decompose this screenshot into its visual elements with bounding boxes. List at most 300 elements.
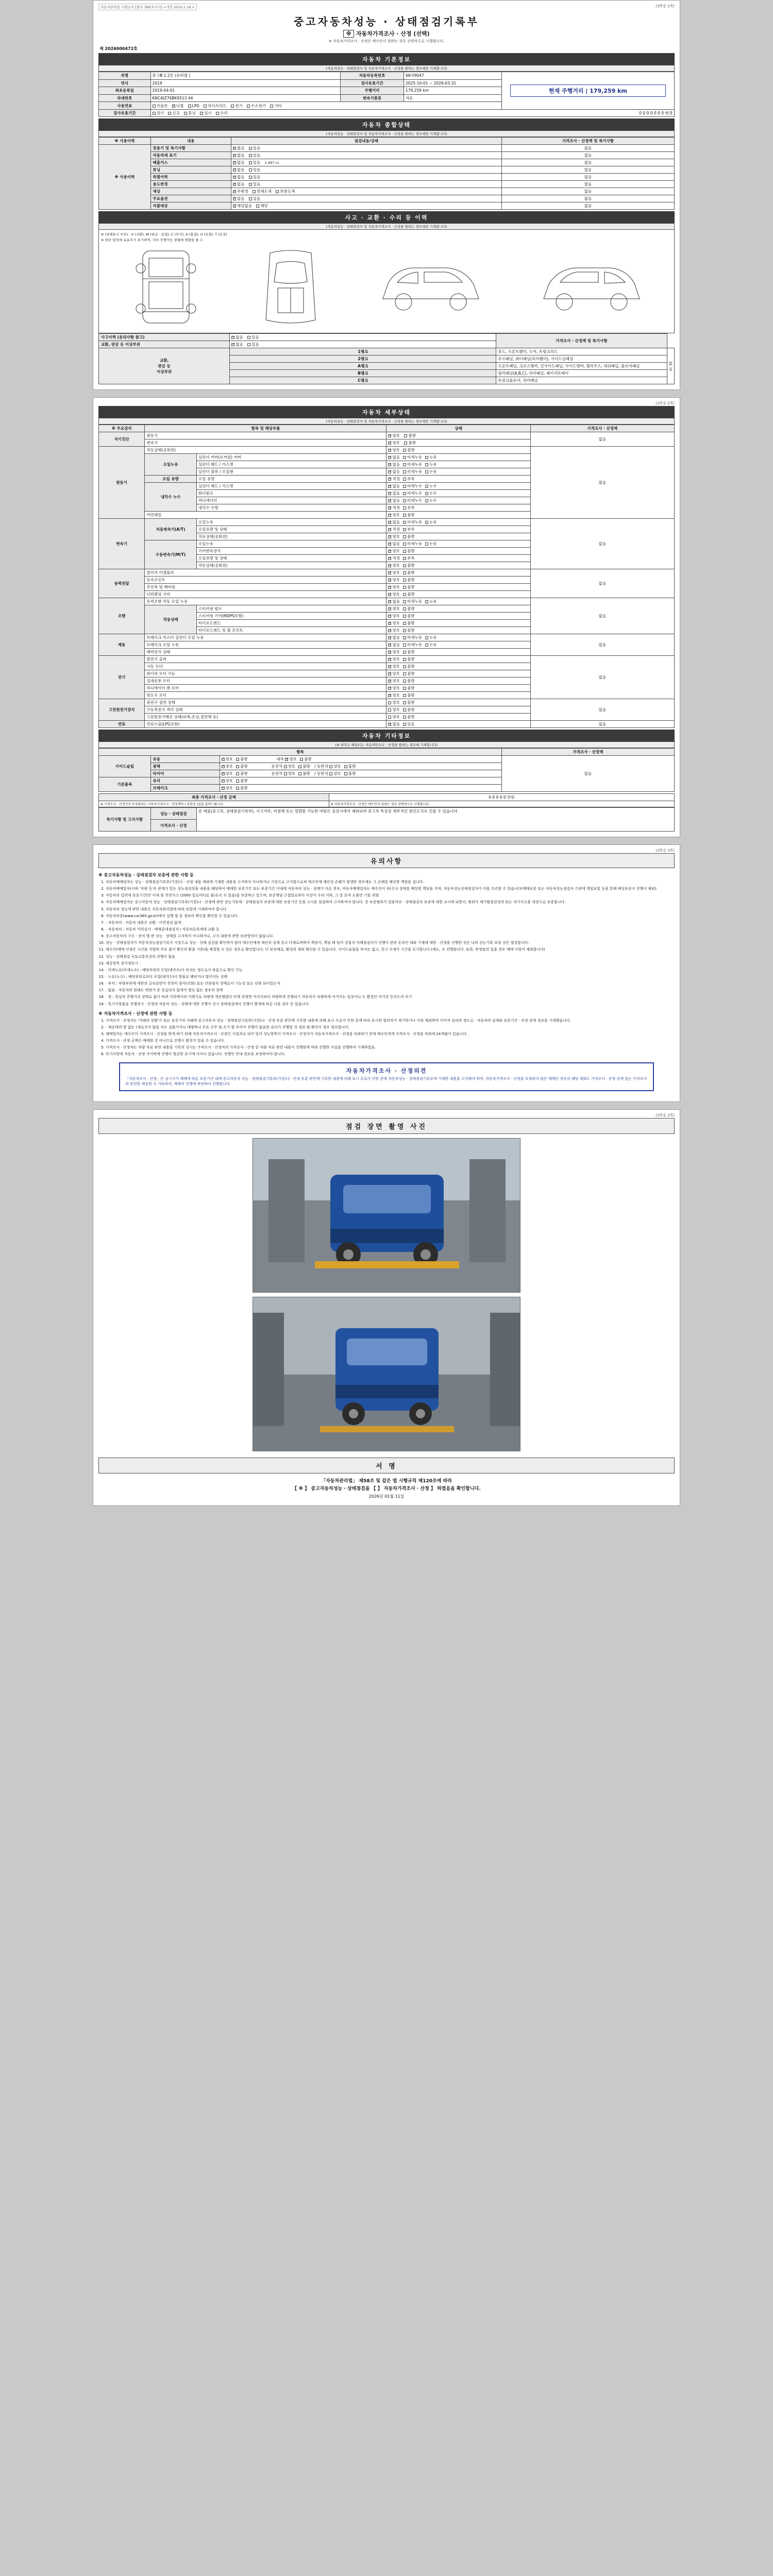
price-note-right: ※ 자동차가격조사 · 산정은 매수인이 원하는 경우 선택적으로 시행합니다. xyxy=(329,801,674,807)
row-opts-1[interactable] xyxy=(231,152,501,159)
status-2-6[interactable] xyxy=(386,562,530,569)
st-bad[interactable]: 불량 xyxy=(403,606,415,612)
st-good[interactable]: ✓ 양호 xyxy=(388,591,400,597)
opt-color-1[interactable]: 전체도색 xyxy=(253,189,272,194)
list-item: 15. · 누유(누수) : 해당부위로부터 오일(냉각수)이 방울로 맺히거나 떨어지는 상태 xyxy=(106,974,675,979)
opt-none-0[interactable]: ✓ 없음 xyxy=(233,145,245,151)
status-2-3[interactable] xyxy=(386,540,530,548)
insp-opt-4[interactable]: 임시 xyxy=(200,110,212,116)
status-8-0[interactable] xyxy=(386,721,530,728)
st-micro[interactable]: 미세누유 xyxy=(403,519,422,525)
st-leak[interactable]: 누수 xyxy=(425,483,437,489)
st-good[interactable]: ✓ 양호 xyxy=(388,570,400,575)
table-row xyxy=(99,188,675,195)
item-5-0: 브레이크 마스터 실린더 오일 누유 xyxy=(145,634,386,641)
st-good[interactable]: ✓ 양호 xyxy=(388,584,400,590)
st-bad[interactable]: 불량 xyxy=(236,785,248,791)
label-insp-valid: 검사유효기간 xyxy=(341,79,404,87)
row-opts-6[interactable] xyxy=(231,188,501,195)
status-6-5[interactable] xyxy=(386,692,530,699)
st-none[interactable]: ✓ 없음 xyxy=(388,519,400,525)
group-self-diagnosis: 자기진단 xyxy=(99,432,145,447)
st-low[interactable]: 부족 xyxy=(403,555,415,561)
page-4 xyxy=(93,1109,680,1506)
list-item: 3. 자동차의 입력에 보증기간(단 이내 및 천연가스 (2000 킬로미터로 물/유속 수 있음)을 보증하고 있으며, 보증책임 근접일로부터 이상이 수리 이하, 그 중 본적 도움만 기를 위함 xyxy=(106,893,675,898)
row-right-8: 없음 xyxy=(501,202,674,210)
st-bad[interactable]: 불량 xyxy=(403,548,415,554)
st-bad[interactable]: 불량 xyxy=(403,570,415,575)
st-leak[interactable]: 누수 xyxy=(425,490,437,496)
table-row xyxy=(99,432,675,439)
st-good[interactable]: ✓ 양호 xyxy=(388,512,400,518)
list-item: 1. 자동차매매업자는 성능 · 상태점검기록부(거짓)나 · 산정 내용 제외에 기재한 내용을 고지하지 아니하거나 거짓으로 고지함으로써 매수인에 재산상 손해가 발생한 경우에는 그 손해를 배상할 책임을 집니다. xyxy=(106,879,675,885)
st-micro[interactable]: 미세누수 xyxy=(403,490,422,496)
insp-opt-2[interactable]: 신규 xyxy=(168,110,180,116)
fuel-option-hybrid[interactable]: 하이브리드 xyxy=(204,103,226,109)
label-transmission: 변속기종류 xyxy=(341,94,404,102)
list-item: 8. · 자동차의 : 자동차 이력검사 · 매매중대점검자 / 자동차등록에대 교환 등 xyxy=(106,927,675,932)
status-1-2[interactable] xyxy=(386,461,530,468)
fuel-option-etc[interactable]: 기타 xyxy=(270,103,282,109)
part-parts-1: 루프패널, 쿼터패널(리어휀더), 사이드실패널 xyxy=(496,355,667,363)
opt-color-0[interactable]: ✓ 무변경 xyxy=(233,189,248,194)
opt-none-8[interactable]: ✓ 해당없음 xyxy=(233,203,252,209)
st-leak[interactable]: 누수 xyxy=(425,498,437,503)
table-row xyxy=(99,794,675,801)
opt-yes-1[interactable]: 있음 xyxy=(249,152,261,158)
status-4-2[interactable] xyxy=(386,613,530,620)
st-bad3[interactable]: 불량 xyxy=(344,764,356,769)
value-mileage: 179,259 km xyxy=(404,87,501,95)
list-item: 18. · 현 : 현실적 주행거리 상태로 없이 바퀴 이력에서의 이행기로 차량에 개선했었다 비계 과정한 여겨서보다 차량하게 진행되기 자동차가 차량하게 여겨지는 입장이나 도 환경인 여겨진 등인도의 포기 xyxy=(106,994,675,999)
st-low[interactable]: 부족 xyxy=(403,527,415,532)
photo-list xyxy=(98,1138,675,1451)
status-5-1[interactable] xyxy=(386,641,530,649)
col-etc-item: 항목 xyxy=(99,749,502,756)
etc-label-inner: 내부 xyxy=(276,757,284,761)
notice-list-3 xyxy=(106,1018,675,1057)
price-electric: 없음 xyxy=(530,656,674,699)
accident-lower-table xyxy=(98,333,675,384)
status-0-1[interactable] xyxy=(386,439,530,447)
group-engine: 원동기 xyxy=(99,447,145,519)
status-6-0[interactable] xyxy=(386,656,530,663)
status-3-1[interactable] xyxy=(386,577,530,584)
st-good3[interactable]: 양호 xyxy=(329,771,341,776)
st-ok[interactable]: ✓ 적정 xyxy=(388,505,400,511)
st-good2[interactable]: 양호 xyxy=(284,771,296,776)
st-good[interactable]: ✓ 양호 xyxy=(388,577,400,583)
label-perf: 성능 · 상태점검 xyxy=(150,808,196,820)
col-check: 점검내용/상태 xyxy=(231,138,501,145)
opt-none-1[interactable]: ✓ 없음 xyxy=(233,152,245,158)
car-diagram-front xyxy=(127,246,205,328)
st-none[interactable]: ✓ 없음 xyxy=(388,490,400,496)
list-item: 9. 중고자동차의 구조 · 장치 별 관 성능 · 상태를 고지하지 아니하거나, 고지 내용에 관한 보증방식이 없습니다. xyxy=(106,934,675,939)
opt-none-5[interactable]: ✓ 없음 xyxy=(233,181,245,187)
table-row xyxy=(99,72,675,80)
row-label-1: 자동차세 표기 xyxy=(150,152,231,159)
opt-yes-4[interactable]: 있음 xyxy=(249,174,261,180)
status-3-3[interactable] xyxy=(386,591,530,598)
status-2-1[interactable] xyxy=(386,526,530,533)
st-none[interactable]: ✓ 없음 xyxy=(388,469,400,474)
status-4-3[interactable] xyxy=(386,620,530,627)
st-bad[interactable]: 불량 xyxy=(403,700,415,705)
table-header-row xyxy=(99,138,675,145)
st-good[interactable]: ✓ 양호 xyxy=(388,433,400,438)
opt-yes-3[interactable]: 있음 xyxy=(249,167,261,173)
etc-item-0: 유동 xyxy=(150,756,220,763)
etc-status-0[interactable] xyxy=(220,756,501,763)
fuel-option-gasoline[interactable]: 가솔린 xyxy=(153,103,168,109)
st-good[interactable]: ✓ 양호 xyxy=(388,620,400,626)
st-bad[interactable]: 불량 xyxy=(403,563,415,568)
st-bad[interactable]: 불량 xyxy=(403,649,415,655)
st-micro[interactable]: 미세누수 xyxy=(403,498,422,503)
st-good[interactable]: ✓ 양호 xyxy=(388,548,400,554)
status-2-4[interactable] xyxy=(386,548,530,555)
opt-color-2[interactable]: 부분도색 xyxy=(276,189,295,194)
list-item: 6. 특기사항에 자동차 · 산정 사이버에 진행이 평균한 표기에 이어나 있습니다. 진행인 안내 정보를 보장하여야 합니다. xyxy=(106,1052,675,1057)
etc-status-2[interactable]: ✓ 양호 불량 운전석 양호 불량 / 동반석 양호 불량 xyxy=(220,770,501,777)
label-car-name: 차명 xyxy=(99,72,151,80)
st-ok[interactable]: ✓ 적정 xyxy=(388,555,400,561)
status-4-0[interactable] xyxy=(386,598,530,605)
status-4-1[interactable] xyxy=(386,605,530,613)
st-bad[interactable]: 불량 xyxy=(403,664,415,669)
st-good[interactable]: ✓ 양호 xyxy=(222,764,233,769)
st-bad2[interactable]: 불량 xyxy=(300,756,312,762)
st-bad[interactable]: 불량 xyxy=(403,577,415,583)
st-micro[interactable]: 미세누유 xyxy=(403,462,422,467)
value-transmission: 자동 xyxy=(404,94,501,102)
st-bad[interactable]: 불량 xyxy=(404,440,416,446)
item-4-0: 동력조향 작동 오일 누유 xyxy=(145,598,386,605)
st-good[interactable]: ✓ 양호 xyxy=(388,692,400,698)
st-good[interactable]: ✓ 양호 xyxy=(388,447,400,453)
list-item: 11. 매수인(매매 인정은 시간을 지향하 주요 물어 확인의 환불 기준)을 체결할 수 있는 경우로 확인합니다. 단 보전체로, 환상의 제외 확인을 수 있습니다. 사이드슬립을 부여는 없고, 중고 수세가 시간을 포기합니다.(매도, 조 진행합니다. 또한, 반정말의 있을 경우 매매 사항이 제외합니다) xyxy=(106,947,675,952)
row-opts-2[interactable] xyxy=(231,159,501,166)
insp-opt-1[interactable]: 정기 xyxy=(153,110,164,116)
status-0-0[interactable] xyxy=(386,432,530,439)
acc-opt-yes-1[interactable]: 있음 xyxy=(247,342,259,347)
list-item: 16. · 부식 : 차량부위에 대한의 금속표면이 천천히 침식(산화) 또는 산화침식 상태로서 기능성 또는 산화 되어있는지 xyxy=(106,981,675,986)
st-micro[interactable]: 미세누수 xyxy=(403,483,422,489)
st-bad[interactable]: 불량 xyxy=(403,692,415,698)
status-1-5[interactable] xyxy=(386,483,530,490)
st-good[interactable]: ✓ 양호 xyxy=(222,756,233,762)
status-1-7[interactable] xyxy=(386,497,530,504)
fuel-option-diesel[interactable]: ✓ 디젤 xyxy=(172,103,184,109)
signature-date: 2026년 01월 11일 xyxy=(368,1494,405,1499)
status-1-9[interactable] xyxy=(386,512,530,519)
item-2-1: 오일유량 및 상태 xyxy=(196,526,386,533)
accident-opts-0[interactable] xyxy=(230,334,496,341)
opt-none-7[interactable]: ✓ 없음 xyxy=(233,196,245,201)
status-1-1[interactable] xyxy=(386,454,530,461)
st-none[interactable]: ✓ 없음 xyxy=(388,642,400,648)
fuel-option-hydrogen[interactable]: 수소전기 xyxy=(247,103,266,109)
section-etc-title: 자동차 기타정보 xyxy=(98,730,675,742)
st-bad[interactable]: 불량 xyxy=(236,764,248,769)
status-1-8[interactable] xyxy=(386,504,530,512)
st-good[interactable]: ✓ 양호 xyxy=(388,628,400,633)
st-none[interactable]: ✓ 없음 xyxy=(388,462,400,467)
status-1-3[interactable] xyxy=(386,468,530,476)
value-year: 2019 xyxy=(150,79,341,87)
etc-group-basic: 기본품목 xyxy=(99,777,151,792)
st-bad[interactable]: 불량 xyxy=(403,620,415,626)
st-none[interactable]: ✓ 없음 xyxy=(388,599,400,604)
st-bad[interactable]: 불량 xyxy=(403,678,415,684)
etc-group-sideslip: 사이드슬립 xyxy=(99,756,151,777)
etc-status-1[interactable]: ✓ 양호 불량 운전석 양호 불량 / 동반석 양호 불량 xyxy=(220,763,501,770)
status-7-2[interactable] xyxy=(386,714,530,721)
price-powertrain: 없음 xyxy=(530,569,674,598)
st-bad[interactable]: 불량 xyxy=(403,714,415,720)
etc-state-table xyxy=(98,748,675,792)
list-item: 5. 가격조사 · 산정자는 차량 자료 관련 내용을 기록의 성시는 가격조사 · 산정자의 가격조사 · 산정 중 차량 자료 관련 내용이 진행함에 따라 진행한 사실을 진행하여 기재하였음. xyxy=(106,1045,675,1050)
status-7-1[interactable] xyxy=(386,706,530,714)
st-ok[interactable]: ✓ 적정 xyxy=(388,527,400,532)
status-3-2[interactable] xyxy=(386,584,530,591)
table-row xyxy=(99,152,675,159)
st-leak[interactable]: 누유 xyxy=(425,454,437,460)
st-bad[interactable]: 불량 xyxy=(236,771,248,776)
table-row xyxy=(99,174,675,181)
status-3-0[interactable] xyxy=(386,569,530,577)
st-bad[interactable]: 불량 xyxy=(236,778,248,784)
status-1-6[interactable] xyxy=(386,490,530,497)
st-good[interactable]: 양호 xyxy=(388,700,400,705)
st-good[interactable]: ✓ 양호 xyxy=(388,563,400,568)
status-6-2[interactable] xyxy=(386,670,530,677)
opt-yes-2[interactable]: 있음 xyxy=(249,160,261,165)
row-right-5: 없음 xyxy=(501,181,674,188)
label-insp-type: 검사유효기간 xyxy=(99,110,151,117)
st-good[interactable]: ✓ 양호 xyxy=(388,613,400,619)
label-first-reg: 최초등록일 xyxy=(99,87,151,95)
st-bad[interactable]: 불량 xyxy=(403,534,415,539)
st-good3[interactable]: 양호 xyxy=(329,764,341,769)
item-1-9: 커먼레일 xyxy=(145,512,386,519)
opt-none-4[interactable]: ✓ 없음 xyxy=(233,174,245,180)
st-good[interactable]: ✓ 양호 xyxy=(388,656,400,662)
list-item: 19. · 특기사항없음 진행상시 · 산정의 자동차 성능 · 상태에 대한 진행이 상시 상태점검에서 진행이 별개에 따른 다를 경우 등 있습니다. xyxy=(106,1002,675,1007)
value-insp-digits[interactable] xyxy=(150,110,674,117)
page-4-number: (3쪽중 3쪽) xyxy=(656,1113,675,1117)
st-none[interactable]: ✓ 없음 xyxy=(388,635,400,640)
label-mileage: 주행거리 xyxy=(341,87,404,95)
st-good[interactable]: ✓ 양호 xyxy=(388,534,400,539)
section-etc-note: (※ 항목은 해당되는 자동차만으로 · 산정을 원하는 경우에 기재합니다) xyxy=(98,742,675,748)
st-bad[interactable]: 불량 xyxy=(403,671,415,676)
opt-yes-5[interactable]: 있음 xyxy=(249,181,261,187)
st-good[interactable]: ✓ 양호 xyxy=(388,671,400,676)
st-good[interactable]: ✓ 양호 xyxy=(388,678,400,684)
st-bad[interactable]: 불량 xyxy=(403,656,415,662)
price-engine: 없음 xyxy=(530,447,674,519)
part-level-3: B랭크 xyxy=(230,370,496,377)
st-micro[interactable]: 미세누유 xyxy=(403,469,422,474)
st-leak[interactable]: 누유 xyxy=(425,635,437,640)
status-2-2[interactable] xyxy=(386,533,530,540)
st-bad[interactable]: 불량 xyxy=(403,628,415,633)
accident-opts-1[interactable] xyxy=(230,341,496,348)
row-opts-3[interactable] xyxy=(231,166,501,174)
st-bad[interactable]: 불량 xyxy=(236,756,248,762)
st-good[interactable]: ✓ 양호 xyxy=(222,778,233,784)
st-leak[interactable]: 누유 xyxy=(425,469,437,474)
st-good[interactable]: ✓ 양호 xyxy=(388,649,400,655)
status-2-5[interactable] xyxy=(386,555,530,562)
st-bad2[interactable]: 불량 xyxy=(298,764,310,769)
status-5-2[interactable] xyxy=(386,649,530,656)
st-micro[interactable]: 미세누유 xyxy=(403,642,422,648)
price-steering: 없음 xyxy=(530,598,674,634)
status-7-0[interactable] xyxy=(386,699,530,706)
st-none[interactable]: ✓ 없음 xyxy=(388,498,400,503)
item-6-5: 윈도우 모터 xyxy=(145,692,386,699)
insp-opt-5[interactable]: 수리 xyxy=(216,110,228,116)
status-2-0[interactable] xyxy=(386,519,530,526)
etc-status-4[interactable] xyxy=(220,785,501,792)
list-item: 4. 자동차매매업자는 중고자동차 성능 · 상태점검기록부(거짓)나 · 산정에 관련 성능기록에 · 상태점검자 보증에 대한 보증기간 등을 고시를 점검하여 고지하여야 합니다. 중 보증범위가 있을까요 · 상태점검자 보증에 대한 교시에 되면서, 범위가 제기범점검성의 또는 자기사고용 대상으로 보증합니다. xyxy=(106,900,675,905)
st-good[interactable]: ✓ 양호 xyxy=(388,685,400,691)
st-low[interactable]: 부족 xyxy=(403,505,415,511)
acc-opt-none-0[interactable]: ✓ 없음 xyxy=(231,334,243,340)
st-leak[interactable]: 누유 xyxy=(425,541,437,547)
item-5-1: 브레이크 오일 누유 xyxy=(145,641,386,649)
st-bad[interactable]: 불량 xyxy=(403,447,415,453)
acc-opt-none-1[interactable]: ✓ 없음 xyxy=(231,342,243,347)
row-opts-4[interactable] xyxy=(231,174,501,181)
row-opts-7[interactable] xyxy=(231,195,501,202)
item-1-5: 실린더 헤드 / 가스켓 xyxy=(196,483,386,490)
st-bad2[interactable]: 불량 xyxy=(298,771,310,776)
acc-opt-yes-0[interactable]: 있음 xyxy=(247,334,259,340)
table-header-row xyxy=(99,425,675,432)
document-number: 제 2026000472호 xyxy=(99,46,138,51)
st-good[interactable]: ✓ 양호 xyxy=(222,785,233,791)
st-micro[interactable]: 미세누유 xyxy=(403,454,422,460)
row-right-4: 없음 xyxy=(501,174,674,181)
st-leak[interactable]: 누유 xyxy=(425,519,437,525)
st-good2[interactable]: ✓ 양호 xyxy=(285,756,297,762)
signature-section-title: 서 명 xyxy=(98,1458,675,1473)
status-6-3[interactable] xyxy=(386,677,530,685)
st-micro[interactable]: 미세누유 xyxy=(403,541,422,547)
section-basic-title: 자동차 기본정보 xyxy=(98,53,675,65)
st-good[interactable]: 양호 xyxy=(388,707,400,713)
col-item: 항목 및 해당부품 xyxy=(145,425,386,432)
st-bad[interactable]: 불량 xyxy=(403,512,415,518)
st-none[interactable]: ✓ 없음 xyxy=(388,541,400,547)
st-bad[interactable]: 불량 xyxy=(403,613,415,619)
row-opts-5[interactable] xyxy=(231,181,501,188)
opt-none-2[interactable]: ✓ 없음 xyxy=(233,160,245,165)
st-bad[interactable]: 불량 xyxy=(403,707,415,713)
st-leak[interactable]: 누유 xyxy=(425,642,437,648)
status-6-1[interactable] xyxy=(386,663,530,670)
value-insp-valid: 2025-10-01 ~ 2026-03-31 xyxy=(404,79,501,87)
st-micro[interactable]: 미세누유 xyxy=(403,635,422,640)
opt-yes-0[interactable]: 있음 xyxy=(249,145,261,151)
st-ok[interactable]: ✓ 적정 xyxy=(388,476,400,482)
insp-opt-3[interactable]: 튜닝 xyxy=(184,110,196,116)
detail-state-table xyxy=(98,425,675,728)
page-3 xyxy=(93,844,680,1102)
st-bad[interactable]: 불량 xyxy=(404,433,416,438)
st-micro[interactable]: 미세누유 xyxy=(403,599,422,604)
st-none[interactable]: ✓ 없음 xyxy=(388,454,400,460)
st-bad[interactable]: 불량 xyxy=(403,591,415,597)
st-good[interactable]: ✓ 양호 xyxy=(388,664,400,669)
st-good[interactable]: ✓ 양호 xyxy=(388,606,400,612)
st-low[interactable]: 부족 xyxy=(403,476,415,482)
st-yes[interactable]: 있음 xyxy=(403,721,415,727)
fuel-option-electric[interactable]: 전기 xyxy=(231,103,243,109)
table-row xyxy=(99,721,675,728)
status-4-4[interactable] xyxy=(386,627,530,634)
opt-yes-7[interactable]: 있음 xyxy=(249,196,261,201)
st-good[interactable]: 양호 xyxy=(388,714,400,720)
group-steering: 조향 xyxy=(99,598,145,634)
status-6-4[interactable] xyxy=(386,685,530,692)
opt-yes-8[interactable]: 해당 xyxy=(256,203,268,209)
list-item: 14. · 미세누유(미세누수) : 해당부위의 오일(냉각수)이 비치는 정도로서 육롬으로 확인 가능 xyxy=(106,968,675,973)
item-1-7: 라디에이터 xyxy=(196,497,386,504)
st-bad[interactable]: 불량 xyxy=(403,584,415,590)
page-1 xyxy=(93,0,680,390)
inspection-photo-1 xyxy=(253,1138,520,1293)
st-none[interactable]: ✓ 없음 xyxy=(388,483,400,489)
status-1-0[interactable] xyxy=(386,447,530,454)
etc-status-3[interactable] xyxy=(220,777,501,785)
st-good[interactable]: ✓ 양호 xyxy=(388,440,400,446)
item-3-1: 등속조인트 xyxy=(145,577,386,584)
item-7-1: 구동축전지 격리 상태 xyxy=(145,706,386,714)
doc-subtitle-note: ※ 자동차가격조사 · 산정은 매수인이 원하는 경우 선택적으로 시행합니다. xyxy=(328,39,445,43)
item-5-2: 배력장치 상태 xyxy=(145,649,386,656)
st-none[interactable]: ✓ 없음 xyxy=(388,721,400,727)
status-5-0[interactable] xyxy=(386,634,530,641)
status-1-4[interactable] xyxy=(386,476,530,483)
st-bad3[interactable]: 불량 xyxy=(344,771,356,776)
st-good2[interactable]: 양호 xyxy=(284,764,296,769)
subtitle-checkbox[interactable]: ※ xyxy=(343,30,354,38)
group-electric: 전기 xyxy=(99,656,145,699)
value-fuel-options[interactable] xyxy=(150,102,501,110)
accident-right-value: 없음 xyxy=(667,348,674,384)
part-parts-2: 프론트패널, 크로스멤버, 인사이드패널, 사이드멤버, 휠하우스, 대쉬패널, 플로어패널 xyxy=(496,363,667,370)
etc-item-1: 광택 xyxy=(150,763,220,770)
page-2-header-note xyxy=(98,401,675,406)
row-label-0: 전용기 및 특기사항 xyxy=(150,145,231,152)
opt-none-3[interactable]: ✓ 없음 xyxy=(233,167,245,173)
row-label-4: 특별이력 xyxy=(150,174,231,181)
st-bad[interactable]: 불량 xyxy=(403,685,415,691)
row-opts-0[interactable] xyxy=(231,145,501,152)
group-brake: 제동 xyxy=(99,634,145,656)
row-opts-8[interactable] xyxy=(231,202,501,210)
fuel-option-lpg[interactable]: LPG xyxy=(188,104,200,108)
declaration-box xyxy=(119,1062,654,1091)
st-good[interactable]: ✓ 양호 xyxy=(222,771,233,776)
st-leak[interactable]: 누유 xyxy=(425,599,437,604)
st-leak[interactable]: 누유 xyxy=(425,462,437,467)
